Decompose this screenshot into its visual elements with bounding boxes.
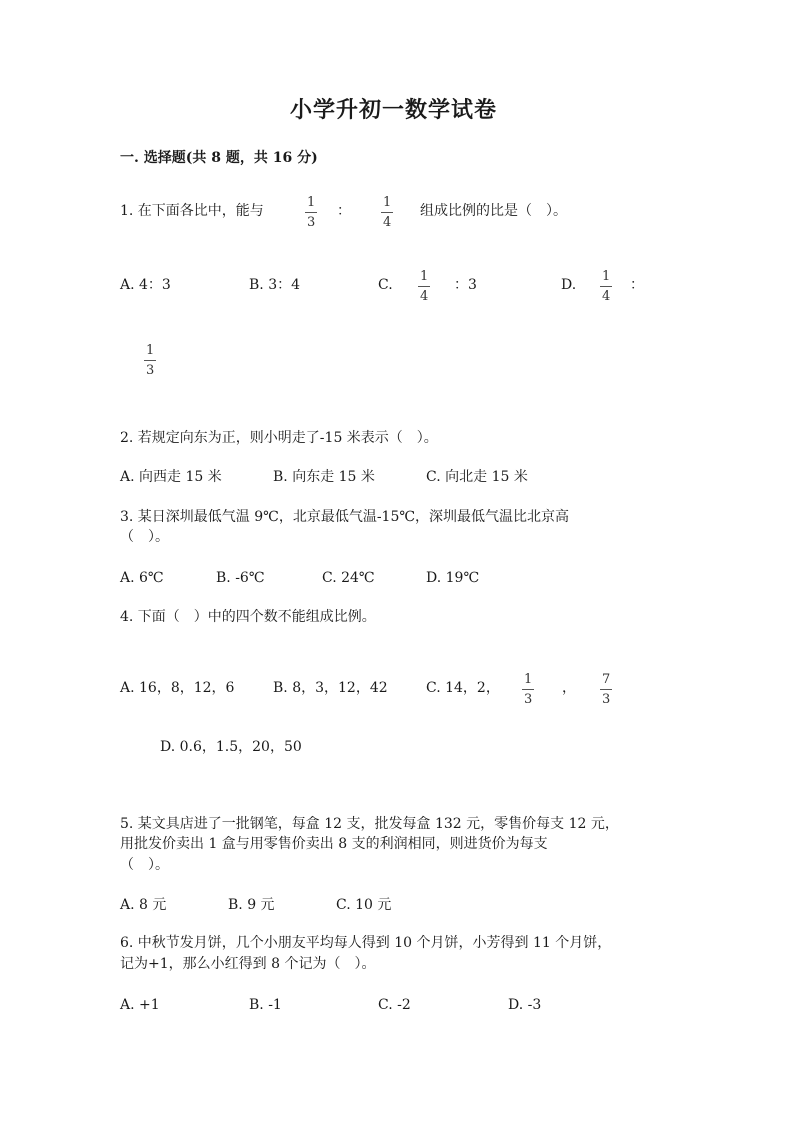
q3-stem-line-1: 3. 某日深圳最低气温 9℃，北京最低气温-15℃，深圳最低气温比北京高 <box>120 509 570 525</box>
q4-option-a[interactable]: A. 16，8，12，6 <box>120 680 235 696</box>
q1-fraction-1 <box>305 195 317 230</box>
q3-stem-line-2: （ ）。 <box>120 529 169 545</box>
q1-option-a[interactable]: A. 4：3 <box>120 277 171 293</box>
denominator: 3 <box>307 215 316 230</box>
q5-stem-line-1: 5. 某文具店进了一批钢笔，每盒 12 支，批发每盒 132 元，零售价每支 12 元， <box>120 816 619 832</box>
q2-option-c[interactable]: C. 向北走 15 米 <box>426 469 528 485</box>
q4-option-c[interactable]: C. 14，2， <box>426 680 500 696</box>
q4-option-c-fraction-2 <box>600 672 612 707</box>
q1-fraction-2 <box>381 195 393 230</box>
q2-stem: 2. 若规定向东为正，则小明走了-15 米表示（ ）。 <box>120 430 438 446</box>
q3-option-c[interactable]: C. 24℃ <box>322 570 375 586</box>
q5-option-b[interactable]: B. 9 元 <box>228 897 275 913</box>
q3-option-b[interactable]: B. -6℃ <box>216 570 265 586</box>
q6-stem-line-1: 6. 中秋节发月饼，几个小朋友平均每人得到 10 个月饼，小芳得到 11 个月饼， <box>120 935 612 951</box>
numerator: 1 <box>307 195 316 210</box>
section-heading: 一. 选择题(共 8 题，共 16 分) <box>120 150 318 166</box>
q5-option-c[interactable]: C. 10 元 <box>336 897 392 913</box>
q2-option-b[interactable]: B. 向东走 15 米 <box>273 469 375 485</box>
denominator: 3 <box>602 692 611 707</box>
q1-option-d-fraction-1 <box>600 269 612 304</box>
q4-option-c-fraction-1 <box>522 672 534 707</box>
q1-stem-start: 1. 在下面各比中，能与 <box>120 203 264 219</box>
q3-option-d[interactable]: D. 19℃ <box>426 570 480 586</box>
q4-option-d[interactable]: D. 0.6，1.5，20，50 <box>160 739 302 755</box>
q6-option-a[interactable]: A. +1 <box>120 997 160 1013</box>
denominator: 4 <box>602 289 611 304</box>
q1-option-d-fraction-2 <box>144 343 156 378</box>
q1-option-c-tail: ：3 <box>454 277 477 293</box>
q5-stem-line-2: 用批发价卖出 1 盒与用零售价卖出 8 支的利润相同，则进货价为每支 <box>120 836 548 852</box>
q1-option-c-label[interactable]: C. <box>378 277 393 293</box>
q1-option-d-colon: ： <box>630 277 644 293</box>
q5-option-a[interactable]: A. 8 元 <box>120 897 167 913</box>
q6-option-b[interactable]: B. -1 <box>249 997 282 1013</box>
numerator: 1 <box>383 195 392 210</box>
q4-option-c-comma: ， <box>562 680 576 696</box>
numerator: 1 <box>602 269 611 284</box>
q1-option-b[interactable]: B. 3：4 <box>249 277 301 293</box>
q1-option-c-fraction <box>418 269 430 304</box>
q5-stem-line-3: （ ）。 <box>120 857 169 873</box>
q6-stem-line-2: 记为+1，那么小红得到 8 个记为（ ）。 <box>120 956 376 972</box>
q2-option-a[interactable]: A. 向西走 15 米 <box>120 469 222 485</box>
denominator: 3 <box>146 363 155 378</box>
q6-option-c[interactable]: C. -2 <box>378 997 411 1013</box>
numerator: 1 <box>420 269 429 284</box>
numerator: 7 <box>602 672 611 687</box>
denominator: 3 <box>524 692 533 707</box>
q4-stem: 4. 下面（ ）中的四个数不能组成比例。 <box>120 609 376 625</box>
q1-stem-end: 组成比例的比是（ ）。 <box>420 203 567 219</box>
denominator: 4 <box>383 215 392 230</box>
q4-option-b[interactable]: B. 8，3，12，42 <box>273 680 388 696</box>
denominator: 4 <box>420 289 429 304</box>
numerator: 1 <box>524 672 533 687</box>
q6-option-d[interactable]: D. -3 <box>508 997 542 1013</box>
q3-option-a[interactable]: A. 6℃ <box>120 570 164 586</box>
numerator: 1 <box>146 343 155 358</box>
q1-colon: ： <box>337 203 351 219</box>
q1-option-d-label[interactable]: D. <box>561 277 577 293</box>
page-title: 小学升初一数学试卷 <box>290 97 498 123</box>
